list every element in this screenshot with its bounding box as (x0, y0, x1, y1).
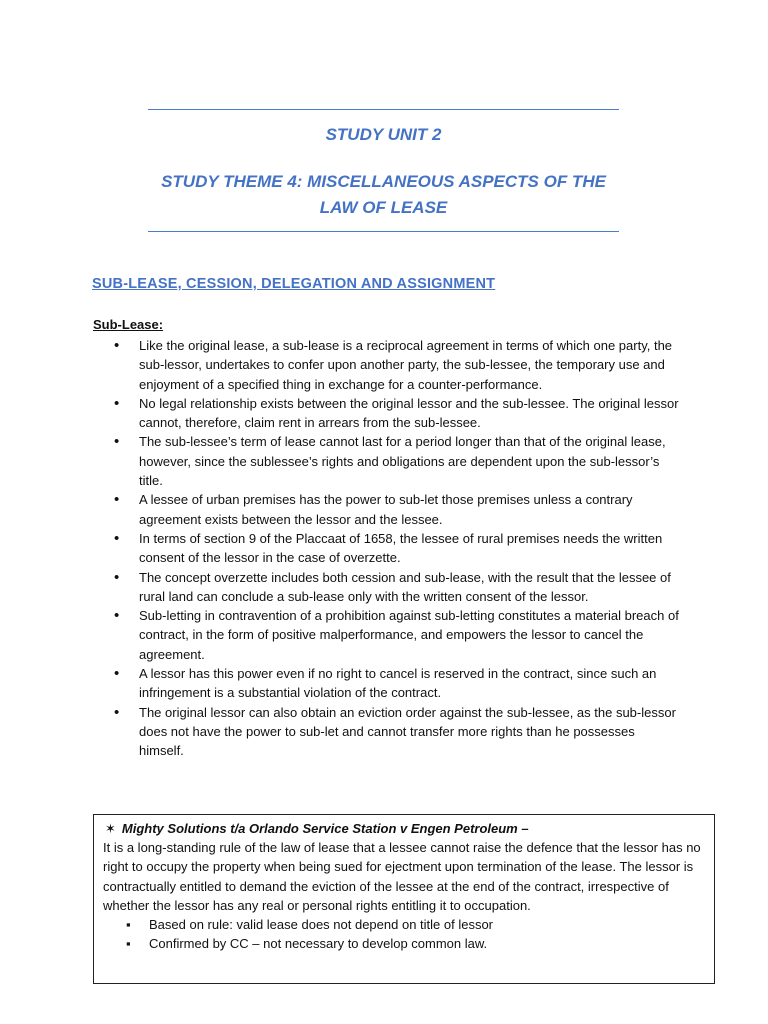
study-unit-title: STUDY UNIT 2 (325, 125, 442, 144)
list-item: • A lessor has this power even if no right to cancel is reserved in the contract, since such an infringement is a substantial violation of the contract. (93, 664, 683, 703)
case-body: It is a long-standing rule of the law of lease that a lessee cannot raise the defence that the lessor has no right to occupy the property when being sued for ejectment upon termination of the lease. The lessor is contractually entitled to demand the eviction of the lessee at the end of the contract, irrespective of whether the lessor has any real or personal rights entitling it to occupation. (103, 840, 701, 913)
list-item: • Sub-letting in contravention of a prohibition against sub-letting constitutes a material breach of contract, in the form of positive malperformance, and empowers the lessor to cancel the agreement. (93, 606, 683, 664)
study-theme-title: STUDY THEME 4: MISCELLANEOUS ASPECTS OF THE LAW OF LEASE (161, 172, 606, 217)
sub-lease-bullet-list (93, 336, 683, 761)
case-box (93, 814, 715, 984)
list-item: • A lessee of urban premises has the power to sub-let those premises unless a contrary agreement exists between the lessor and the lessee. (93, 490, 683, 529)
list-item: • The original lessor can also obtain an eviction order against the sub-lessee, as the sub-lessor does not have the power to sub-let and cannot transfer more rights than he possesses himself. (93, 703, 683, 761)
list-item: ▪ Based on rule: valid lease does not depend on title of lessor (103, 915, 706, 934)
star-icon: ✶ (105, 821, 116, 836)
section-heading: SUB-LEASE, CESSION, DELEGATION AND ASSIGNMENT (92, 276, 496, 292)
list-item: • No legal relationship exists between the original lessor and the sub-lessee. The original lessor cannot, therefore, claim rent in arrears from the sub-lessee. (93, 394, 683, 433)
list-item: • The concept overzette includes both cession and sub-lease, with the result that the lessee of rural land can conclude a sub-lease only with the written consent of the lessor. (93, 568, 683, 607)
case-title-line (103, 819, 706, 838)
list-item: • In terms of section 9 of the Placcaat of 1658, the lessee of rural premises needs the written consent of the lessor in the case of overzette. (93, 529, 683, 568)
header-top-rule (148, 109, 619, 110)
list-item: • Like the original lease, a sub-lease is a reciprocal agreement in terms of which one party, the sub-lessor, undertakes to confer upon another party, the sub-lessee, the temporary use and enjoyment of a specified thing in exchange for a counter-performance. (93, 336, 683, 394)
sub-lease-heading: Sub-Lease: (93, 317, 164, 332)
header-bottom-rule (148, 231, 619, 232)
case-title: Mighty Solutions t/a Orlando Service Station v Engen Petroleum – (121, 821, 529, 836)
case-points-list (103, 915, 706, 953)
list-item: • The sub-lessee’s term of lease cannot last for a period longer than that of the original lease, however, since the sublessee’s rights and obligations are dependent upon the sub-lessor’s title. (93, 432, 683, 490)
list-item: ▪ Confirmed by CC – not necessary to develop common law. (103, 934, 706, 953)
